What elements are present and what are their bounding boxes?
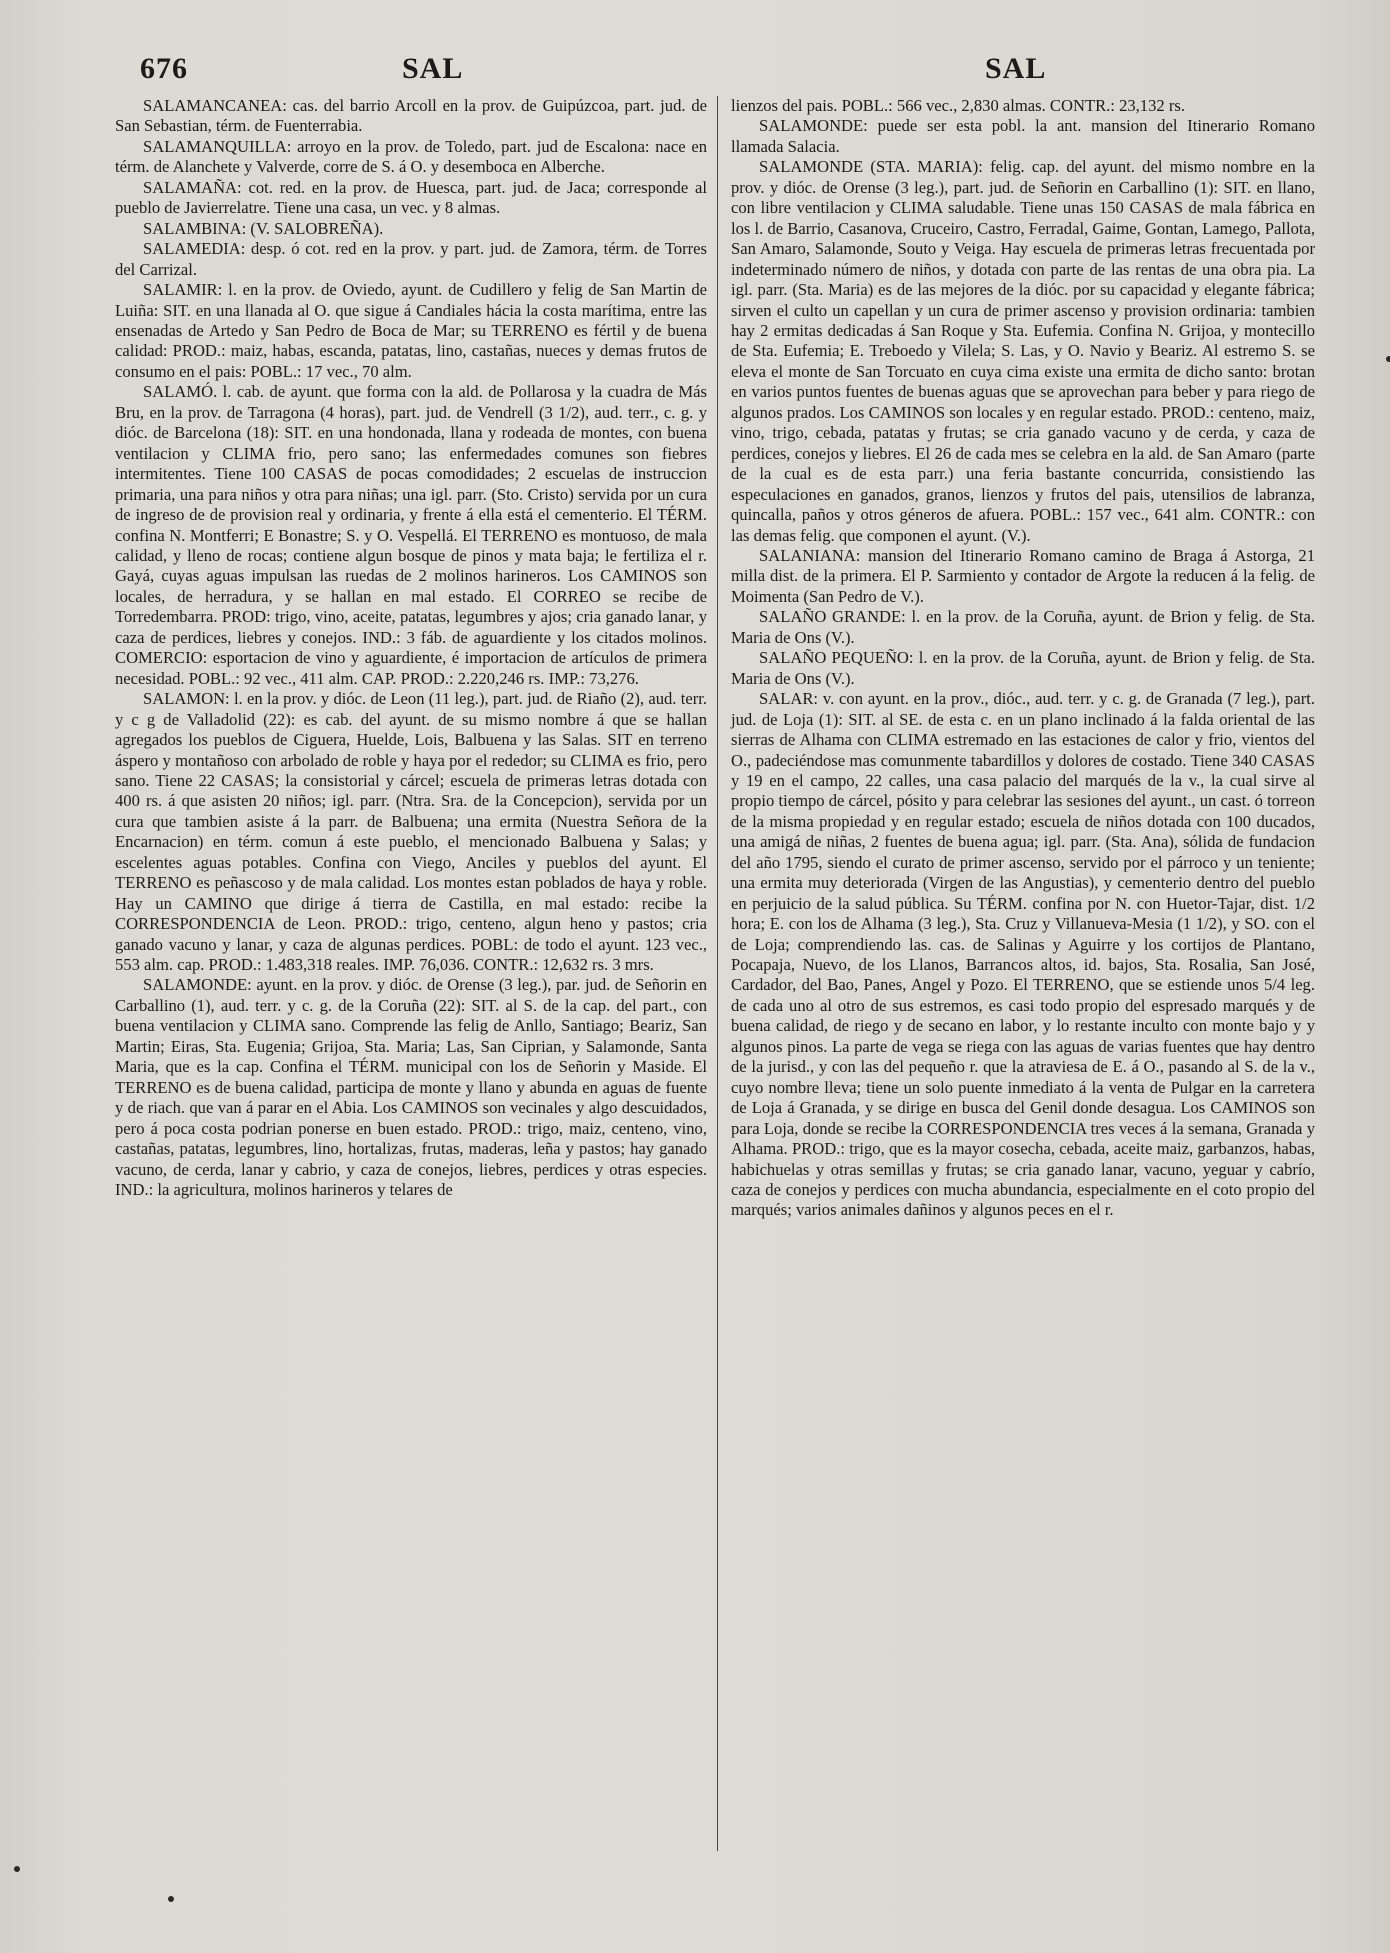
- entry-text: desp. ó cot. red en la prov. y part. jud. de Zamora, térm. de Torres del Carrizal.: [115, 239, 707, 279]
- dictionary-entry: [731, 648, 1315, 689]
- entry-headword: SALAMONDE:: [143, 975, 252, 995]
- entry-headword: SALAMANQUILLA:: [143, 136, 292, 156]
- entry-text: l. en la prov. y dióc. de Leon (11 leg.), part. jud. de Riaño (2), aud. terr. y c g de Valladolid (22): es cab. del ayunt. de su mismo nombre á que se hallan agregados los pueblos de Ciguera, Huelde, Lois, Balbuena y las Salas. SIT en terreno áspero y montañoso con arbolado de roble y haya por el rededor; su CLIMA es frio, pero sano. Tiene 22 CASAS; la consistorial y cárcel; escuela de primeras letras dotada con 400 rs. á que asisten 20 niños; igl. parr. (Ntra. Sra. de la Concepcion), servida por un cura que tambien asiste á la parr. de Balbuena; una ermita (Nuestra Señora de la Encarnacion) en térm. comun á este pueblo, el mencionado Balbuena y Salas; y escelentes aguas potables. Confina con Viego, Anciles y pueblos del ayunt. El TERRENO es peñascoso y de mala calidad. Los montes estan poblados de haya y roble. Hay un CAMINO que dirige á tierra de Castilla, en mal estado: recibe la CORRESPONDENCIA de Leon. PROD.: trigo, centeno, algun heno y pastos; cria ganado vacuno y lanar, y caza de algunas perdices. POBL: de todo el ayunt. 123 vec., 553 alm. cap. PROD.: 1.483,318 reales. IMP. 76,036. CONTR.: 12,632 rs. 3 mrs.: [115, 689, 707, 975]
- dictionary-entry: [731, 689, 1315, 1221]
- dictionary-entry: [731, 157, 1315, 546]
- entry-headword: SALAMÓ.: [143, 382, 218, 402]
- ink-speck: [1386, 356, 1390, 362]
- entry-headword: SALAMEDIA:: [143, 239, 246, 259]
- dictionary-entry: [115, 689, 707, 975]
- entry-text: cot. red. en la prov. de Huesca, part. jud. de Jaca; corresponde al pueblo de Javierrelatre. Tiene una casa, un vec. y 8 almas.: [115, 177, 707, 218]
- dictionary-entry: [115, 96, 707, 137]
- left-column: [115, 96, 707, 1200]
- entry-text: mansion del Itinerario Romano camino de Braga á Astorga, 21 milla dist. de la primera. El P. Sarmiento y contador de Argote la reducen á la felig. de Moimenta (San Pedro de V.).: [731, 545, 1315, 606]
- page-number: 676: [140, 52, 188, 85]
- ink-speck: [14, 1866, 20, 1872]
- left-running-head: SAL: [402, 52, 464, 85]
- entry-headword: SALAR:: [759, 689, 819, 709]
- dictionary-entry: [731, 96, 1315, 116]
- entry-text: v. con ayunt. en la prov., dióc., aud. terr. y c. g. de Granada (7 leg.), part. jud. de Loja (1): SIT. al SE. de esta c. en un plano inclinado á la falda oriental de las sierras de Alhama con CLIMA estremado en las estaciones de calor y frio, vientos del O., padeciéndose mas comunmente tabardillos y dolores de costado. Tiene 340 CASAS y 19 en el campo, 22 calles, una casa palacio del marqués de la v., la cual sirve al propio tiempo de cárcel, pósito y para celebrar las sesiones del ayunt., un cast. ó torreon de la misma propiedad y en regular estado; escuela de niños dotada con 100 ducados, una amigá de niñas, 2 fuentes de buena agua; igl. parr. (Sta. Ana), sólida de fundacion del año 1795, siendo el curato de primer ascenso, servido por el párroco y un teniente; una ermita muy deteriorada (Virgen de las Angustias), y cementerio dentro del pueblo en perjuicio de la salud pública. Su TÉRM. confina por N. con Huetor-Tajar, dist. 1/2 hora; E. con los de Alhama (3 leg.), Sta. Cruz y Villanueva-Mesia (1 1/2), y SO. con el de Loja; comprendiendo las. cas. de Salinas y Aguirre y los cortijos de Plantano, Pocapaja, Nuevo, de los Llanos, Barrancos altos, id. bajos, Sta. Rosalia, San José, Cardador, del Bao, Panes, Angel y Pozo. El TERRENO, que se estiende unos 5/4 leg. de cada uno al otro de sus estremos, es casi todo propio del espresado marqués y de buena calidad, de riego y de secano en labor, y lo restante inculto con monte bajo y y algunos pinos. La parte de vega se riega con las aguas de varias fuentes que hay dentro de la jurisd., y con las del pequeño r. que la atraviesa de E. á O., pasando al S. de la v., cuyo nombre lleva; tiene un solo puente inmediato á la venta de Pulgar en la carretera de Loja á Granada, y se dirige en busca del Genil donde desagua. Los CAMINOS son para Loja, donde se recibe la CORRESPONDENCIA tres veces á la semana, Granada y Alhama. PROD.: trigo, que es la mayor cosecha, cebada, aceite maiz, garbanzos, habas, habichuelas y otras semillas y frutas; se cria ganado lanar, vacuno, yeguar y cabrío, caza de conejos y perdices con mucha abundancia, especialmente en el coto propio del marqués; varios animales dañinos y algunos peces en el r.: [731, 689, 1315, 1220]
- entry-text: felig. cap. del ayunt. del mismo nombre en la prov. y dióc. de Orense (3 leg.), part. jud. de Señorin en Carballino (1): SIT. en llano, con libre ventilacion y CLIMA saludable. Tiene unas 150 CASAS de mala fábrica en los l. de Barrio, Casanova, Cruceiro, Castro, Ferradal, Gaime, Gontan, Lamego, Pallota, San Amaro, Salamonde, Souto y Veiga. Hay escuela de primeras letras frecuentada por indeterminado número de niños, y dotada con parte de las rentas de una obra pia. La igl. parr. (Sta. Maria) es de las mejores de la dióc. por su capacidad y elegante fábrica; sirven el culto un capellan y un cura de primer ascenso y provision ordinaria: tambien hay 2 ermitas dedicadas á San Roque y Sta. Eufemia. Confina N. Grijoa, y montecillo de Sta. Eufemia; E. Treboedo y Vilela; S. Las, y O. Navio y Beariz. Al estremo S. se eleva el monte de San Torcuato en cuya cima existe una ermita de dicho santo: brotan en varios puntos fuentes de buenas aguas que se aprovechan para beber y para riego de algunos prados. Los CAMINOS son locales y en regular estado. PROD.: centeno, maiz, vino, trigo, cebada, patatas y frutas; se cria ganado vacuno y de cerda, y caza de perdices, conejos y liebres. El 26 de cada mes se celebra en la ald. de San Amaro (parte de la cual es de esta parr.) una feria bastante concurrida, consistiendo las especulaciones en ganados, granos, lienzos y frutos del pais, utensilios de labranza, quincalla, paños y otros géneros de afuera. POBL.: 157 vec., 641 alm. CONTR.: con las demas felig. que componen el ayunt. (V.).: [731, 157, 1315, 545]
- entry-headword: SALANIANA:: [759, 545, 861, 565]
- entry-headword: SALAMAÑA:: [143, 177, 242, 197]
- entry-headword: SALAMON:: [143, 689, 230, 709]
- entry-headword: SALAMONDE:: [759, 116, 868, 136]
- entry-text: puede ser esta pobl. la ant. mansion del Itinerario Romano llamada Salacia.: [731, 116, 1315, 156]
- entry-text: lienzos del pais. POBL.: 566 vec., 2,830 almas. CONTR.: 23,132 rs.: [731, 96, 1185, 115]
- entry-text: (V. SALOBREÑA).: [246, 218, 384, 238]
- ink-speck: [168, 1896, 174, 1902]
- dictionary-entry: [115, 137, 707, 178]
- entry-headword: SALAMANCANEA:: [143, 96, 287, 115]
- entry-text: l. cab. de ayunt. que forma con la ald. de Pollarosa y la cuadra de Más Bru, en la prov. de Tarragona (4 horas), part. jud. de Vendrell (3 1/2), aud. terr., c. g. y dióc. de Barcelona (18): SIT. en una hondonada, llana y rodeada de montes, con buena ventilacion y CLIMA frio, pero sano; las enfermedades comunes son fiebres intermitentes. Tiene 100 CASAS de pocas comodidades; 2 escuelas de instruccion primaria, una para niños y otra para niñas; una igl. parr. (Sto. Cristo) servida por un cura de ingreso de de provision real y ordinaria, y frente á ella está el cementerio. El TÉRM. confina N. Montferri; E Bonastre; S. y O. Vespellá. El TERRENO es montuoso, de mala calidad, y lleno de rocas; contiene algun bosque de pinos y mata baja; le fertiliza el r. Gayá, cuyas aguas impulsan las ruedas de 2 molinos harineros. Los CAMINOS son locales, de herradura, y se hallan en mal estado. El CORREO se recibe de Torredembarra. PROD: trigo, vino, aceite, patatas, legumbres y ajos; cria ganado lanar, y caza de perdices, liebres y conejos. IND.: 3 fáb. de aguardiente y los citados molinos. COMERCIO: esportacion de vino y aguardiente, é importacion de artículos de primera necesidad. POBL.: 92 vec., 411 alm. CAP. PROD.: 2.220,246 rs. IMP.: 73,276.: [115, 382, 707, 688]
- dictionary-entry: [115, 280, 707, 382]
- dictionary-entry: [115, 382, 707, 689]
- entry-text: ayunt. en la prov. y dióc. de Orense (3 leg.), par. jud. de Señorin en Carballino (1), aud. terr. y c. g. de la Coruña (22): SIT. al S. de la cap. del part., con buena ventilacion y CLIMA sano. Comprende las felig de Anllo, Santiago; Beariz, San Martin; Eiras, Sta. Eugenia; Grijoa, Sta. Maria; Las, San Ciprian, y Salamonde, Santa Maria, que es la cap. Confina el TÉRM. municipal con los de Señorin y Maside. El TERRENO es de buena calidad, participa de monte y llano y abunda en aguas de fuente y de riach. que van á parar en el Abia. Los CAMINOS son vecinales y algo descuidados, pero á poca costa podrian ponerse en buen estado. PROD.: trigo, maiz, centeno, vino, castañas, patatas, legumbres, lino, hortalizas, frutas, maderas, leña y pastos; hay ganado vacuno, de cerda, lanar y cabrio, y caza de conejos, liebres, perdices y otras especies. IND.: la agricultura, molinos harineros y telares de: [115, 975, 707, 1200]
- entry-headword: SALAMIR:: [143, 280, 223, 300]
- entry-headword: SALAÑO PEQUEÑO:: [759, 648, 914, 668]
- right-running-head: SAL: [985, 52, 1047, 85]
- dictionary-entry: [115, 219, 707, 239]
- page-header: [140, 52, 1300, 96]
- entry-headword: SALAMONDE (STA. MARIA):: [759, 157, 983, 177]
- dictionary-entry: [731, 116, 1315, 157]
- entry-text: l. en la prov. de la Coruña, ayunt. de Brion y felig. de Sta. Maria de Ons (V.).: [731, 648, 1315, 688]
- entry-text: l. en la prov. de Oviedo, ayunt. de Cudillero y felig de San Martin de Luiña: SIT. en una llanada al O. que sigue á Candiales hácia la costa marítima, entre las ensenadas de Artedo y San Pedro de Boca de Mar; su TERRENO es fértil y de buena calidad: PROD.: maiz, habas, escanda, patatas, lino, castañas, nueces y demas frutos de consumo en el pais: POBL.: 17 vec., 70 alm.: [115, 280, 707, 381]
- entry-text: arroyo en la prov. de Toledo, part. jud de Escalona: nace en térm. de Alanchete y Valverde, corre de S. á O. y desemboca en Alberche.: [115, 136, 707, 177]
- right-column: [731, 96, 1315, 1221]
- dictionary-entry: [115, 178, 707, 219]
- entry-text: cas. del barrio Arcoll en la prov. de Guipúzcoa, part. jud. de San Sebastian, térm. de Fuenterrabia.: [115, 96, 707, 136]
- dictionary-entry: [731, 607, 1315, 648]
- dictionary-entry: [115, 239, 707, 280]
- column-divider: [717, 96, 718, 1851]
- entry-text: l. en la prov. de la Coruña, ayunt. de Brion y felig. de Sta. Maria de Ons (V.).: [731, 607, 1315, 647]
- dictionary-entry: [731, 546, 1315, 607]
- entry-headword: SALAÑO GRANDE:: [759, 607, 906, 627]
- dictionary-entry: [115, 975, 707, 1200]
- entry-headword: SALAMBINA:: [143, 218, 247, 238]
